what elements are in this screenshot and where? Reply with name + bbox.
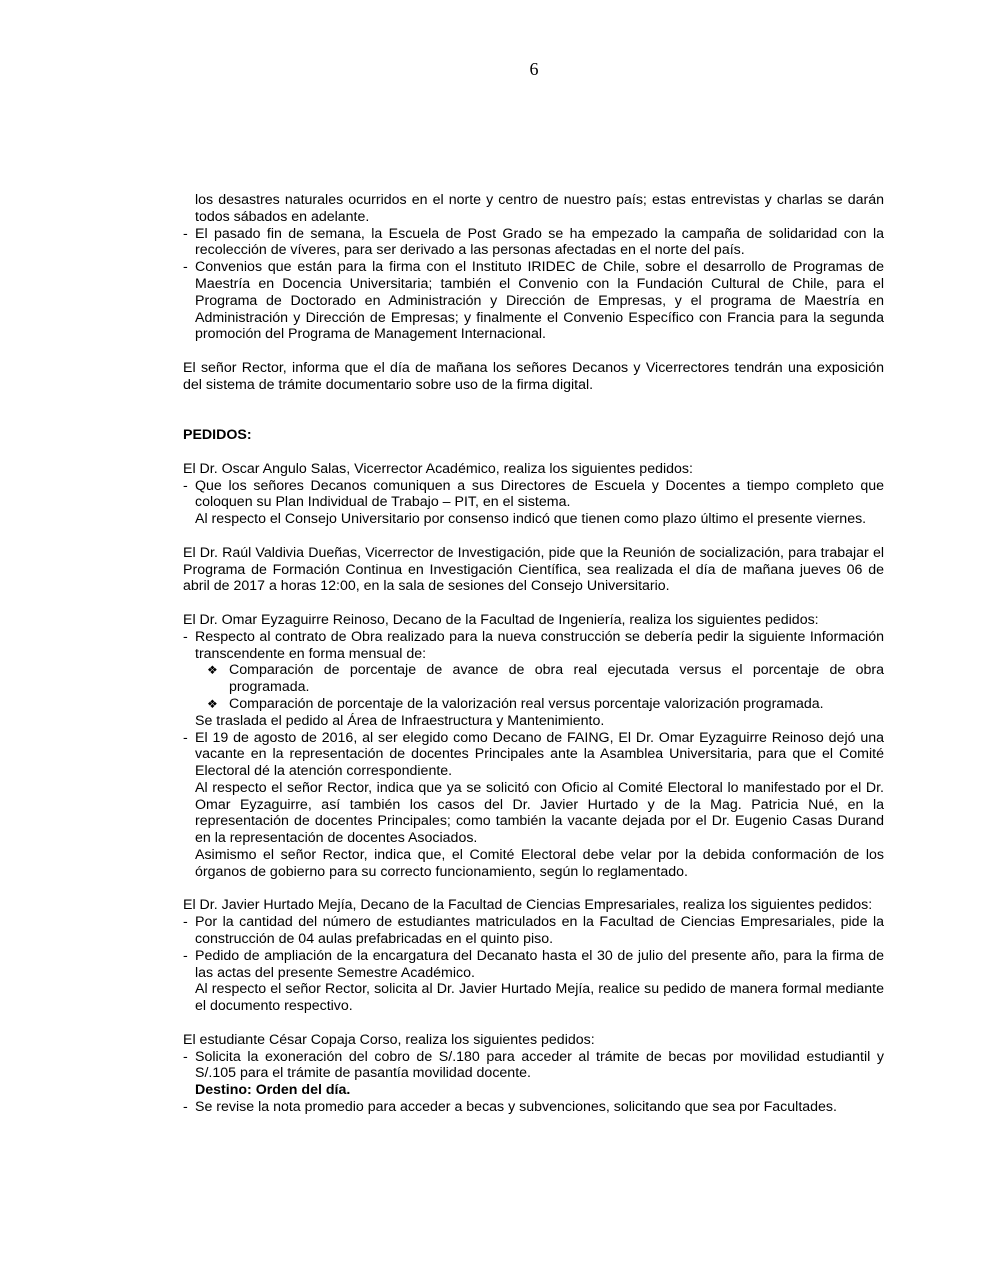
copaja-destino: Destino: Orden del día. [195, 1082, 351, 1099]
angulo-intro: El Dr. Oscar Angulo Salas, Vicerrector Académico, realiza los siguientes pedidos: [183, 460, 693, 477]
informe-item-escuela-post-grado: - El pasado fin de semana, la Escuela de Post Grado se ha empezado la campaña de solidaridad con la recolección de víveres, para ser derivado a las personas afectadas en el norte del país. [183, 226, 884, 260]
eyzaguirre-pedido-1: - Respecto al contrato de Obra realizado para la nueva construcción se debería pedir la siguiente Información transcendente en forma mensual de: [183, 629, 884, 663]
angulo-pedido-1: - Que los señores Decanos comuniquen a sus Directores de Escuela y Docentes a tiempo completo que coloquen su Plan Individual de Trabajo – PIT, en el sistema. [183, 478, 884, 512]
eyzaguirre-subitem-2 [183, 696, 884, 713]
diamond-bullet-icon: ❖ [207, 663, 218, 678]
informe-item-convenios: - Convenios que están para la firma con el Instituto IRIDEC de Chile, sobre el desarrollo de Programas de Maestría en Docencia Universitaria; también el Convenio con la Fundación Cultural de Chile, para el Programa de Doctorado en Administración y Dirección de Empresas, y el programa de Maestría en Administración y Dirección de Empresas; y finalmente el Convenio Específico con Francia para la segunda promoción del Programa de Management Internacional. [183, 259, 884, 343]
document-body [183, 192, 884, 1116]
hurtado-pedido-1: - Por la cantidad del número de estudiantes matriculados en la Facultad de Ciencias Empresariales, pide la construcción de 04 aulas prefabricadas en el quinto piso. [183, 914, 884, 948]
valdivia-pedido: El Dr. Raúl Valdivia Dueñas, Vicerrector de Investigación, pide que la Reunión de socialización, para trabajar el Programa de Formación Continua en Investigación Científica, sea realizada el día de mañana jueves 06 de abril de 2017 a horas 12:00, en la sala de sesiones del Consejo Universitario. [183, 544, 884, 595]
hurtado-pedido-2: - Pedido de ampliación de la encargatura del Decanato hasta el 30 de julio del presente año, para la firma de las actas del presente Semestre Académico. [183, 948, 884, 982]
angulo-pedido-1-note: Al respecto el Consejo Universitario por consenso indicó que tienen como plazo último el presente viernes. [195, 511, 867, 528]
eyzaguirre-pedido-1-note: Se traslada el pedido al Área de Infraestructura y Mantenimiento. [195, 712, 605, 729]
eyzaguirre-subitem-1 [183, 662, 884, 696]
copaja-intro: El estudiante César Copaja Corso, realiza los siguientes pedidos: [183, 1031, 595, 1048]
rector-info-paragraph: El señor Rector, informa que el día de mañana los señores Decanos y Vicerrectores tendrán una exposición del sistema de trámite documentario sobre uso de la firma digital. [183, 359, 884, 393]
eyzaguirre-subitem-2-text: Comparación de porcentaje de la valorización real versus porcentaje valorización programada. [229, 695, 824, 712]
eyzaguirre-subitem-1-text: Comparación de porcentaje de avance de obra real ejecutada versus el porcentaje de obra programada. [229, 662, 884, 696]
eyzaguirre-pedido-2: - El 19 de agosto de 2016, al ser elegido como Decano de FAING, El Dr. Omar Eyzaguirre Reinoso dejó una vacante en la representación de docentes Principales ante la Asamblea Universitaria, para que el Comité Electoral dé la atención correspondiente. [183, 730, 884, 780]
section-heading-pedidos: PEDIDOS: [183, 427, 252, 444]
hurtado-pedido-2-note: Al respecto el señor Rector, solicita al Dr. Javier Hurtado Mejía, realice su pedido de manera formal mediante el documento respectivo. [195, 981, 884, 1015]
diamond-bullet-icon: ❖ [207, 696, 218, 711]
eyzaguirre-intro: El Dr. Omar Eyzaguirre Reinoso, Decano de la Facultad de Ingeniería, realiza los siguientes pedidos: [183, 611, 819, 628]
eyzaguirre-pedido-2-note-1: Al respecto el señor Rector, indica que ya se solicitó con Oficio al Comité Electoral lo manifestado por el Dr. Omar Eyzaguirre, así también los casos del Dr. Javier Hurtado y de la Mag. Patricia Nué, en la representación de docentes Principales; como también la vacante dejada por el Dr. Eugenio Casas Durand en la representación de docentes Asociados. [195, 779, 884, 847]
copaja-pedido-2: - Se revise la nota promedio para acceder a becas y subvenciones, solicitando que sea por Facultades. [183, 1099, 884, 1116]
page-number: 6 [529, 59, 539, 79]
copaja-pedido-1: - Solicita la exoneración del cobro de S/.180 para acceder al trámite de becas por movilidad estudiantil y S/.105 para el trámite de pasantía movilidad docente. [183, 1049, 884, 1083]
hurtado-intro: El Dr. Javier Hurtado Mejía, Decano de la Facultad de Ciencias Empresariales, realiza los siguientes pedidos: [183, 897, 873, 914]
eyzaguirre-pedido-2-note-2: Asimismo el señor Rector, indica que, el Comité Electoral debe velar por la debida conformación de los órganos de gobierno para su correcto funcionamiento, según lo reglamentado. [195, 847, 884, 880]
informe-item-continuation: los desastres naturales ocurridos en el norte y centro de nuestro país; estas entrevistas y charlas se darán todos sábados en adelante. [195, 192, 884, 225]
